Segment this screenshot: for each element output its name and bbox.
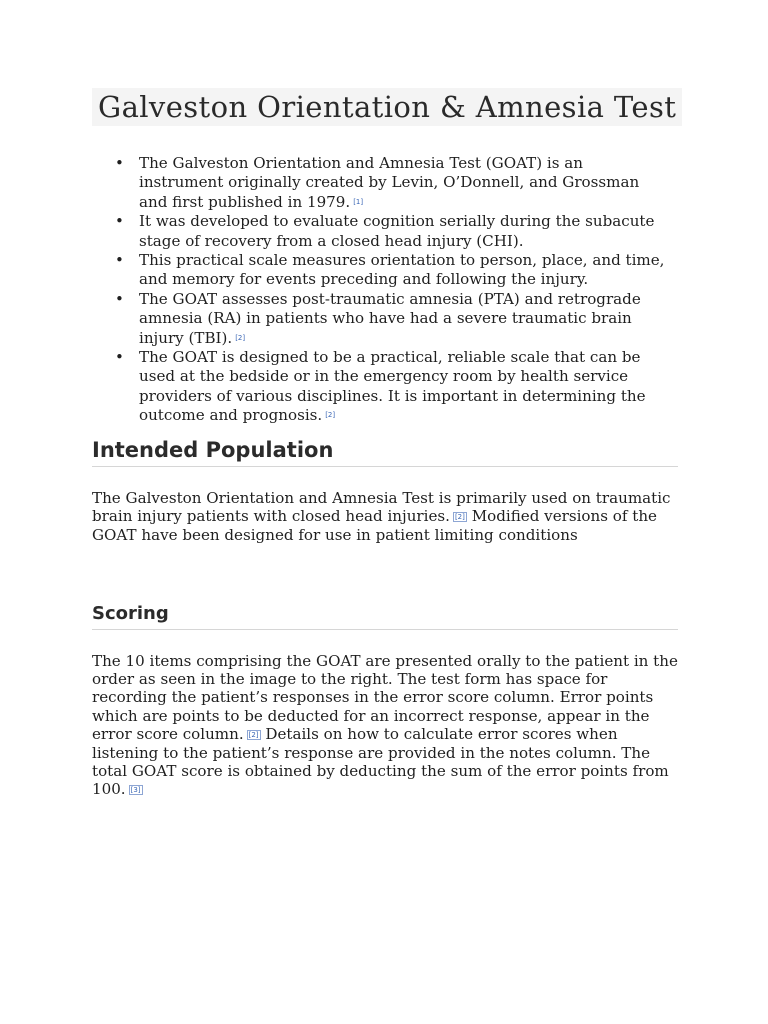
scoring-paragraph (92, 652, 682, 800)
list-item (115, 290, 671, 348)
list-item-text: The Galveston Orientation and Amnesia Test (GOAT) is an instrument originally created by Levin, O’Donnell, and Grossman and first published in 1979. (139, 154, 640, 211)
citation-link[interactable]: [1] (353, 197, 364, 206)
list-item (115, 348, 671, 426)
citation-link[interactable]: [3] (130, 786, 141, 795)
page-title: Galveston Orientation & Amnesia Test (92, 88, 682, 126)
list-item-text: The GOAT is designed to be a practical, reliable scale that can be used at the bedside or in the emergency room by health service providers of various disciplines. It is important in determining the outcome and prognosis. (139, 348, 646, 425)
citation-link[interactable]: [2] (454, 513, 465, 522)
list-item (115, 251, 671, 290)
list-item-text: The GOAT assesses post-traumatic amnesia (PTA) and retrograde amnesia (RA) in patients who have had a severe traumatic brain injury (TBI). (139, 289, 641, 347)
citation-link[interactable]: [2] (235, 333, 246, 342)
paragraph-text: The Galveston Orientation and Amnesia Test is primarily used on traumatic brain injury patients with closed head injuries. (92, 489, 671, 526)
population-paragraph (92, 489, 682, 545)
citation-link[interactable]: [2] (248, 730, 259, 739)
paragraph-text: Details on how to calculate error scores when listening to the patient’s response are provided in the notes column. The total GOAT score is obtained by deducting the sum of the error points from 100. (92, 724, 669, 799)
paragraph-text: Modified versions of the GOAT have been designed for use in patient limiting conditions (92, 507, 657, 545)
section-heading-intended-population: Intended Population (92, 436, 678, 467)
list-item-text: It was developed to evaluate cognition serially during the subacute stage of recovery from a closed head injury (CHI). (139, 212, 655, 250)
citation-link[interactable]: [2] (325, 411, 336, 420)
list-item (115, 154, 671, 212)
bullet-list (115, 154, 671, 426)
paragraph-text: The 10 items comprising the GOAT are presented orally to the patient in the order as seen in the image to the right. The test form has space for recording the patient’s responses in the error score column. Error points which are points to be deducted for an incorrect response, appear in the error score column. (92, 652, 678, 743)
section-heading-scoring: Scoring (92, 602, 678, 630)
list-item-text: This practical scale measures orientation to person, place, and time, and memory for events preceding and following the injury. (139, 251, 665, 289)
list-item (115, 212, 671, 251)
